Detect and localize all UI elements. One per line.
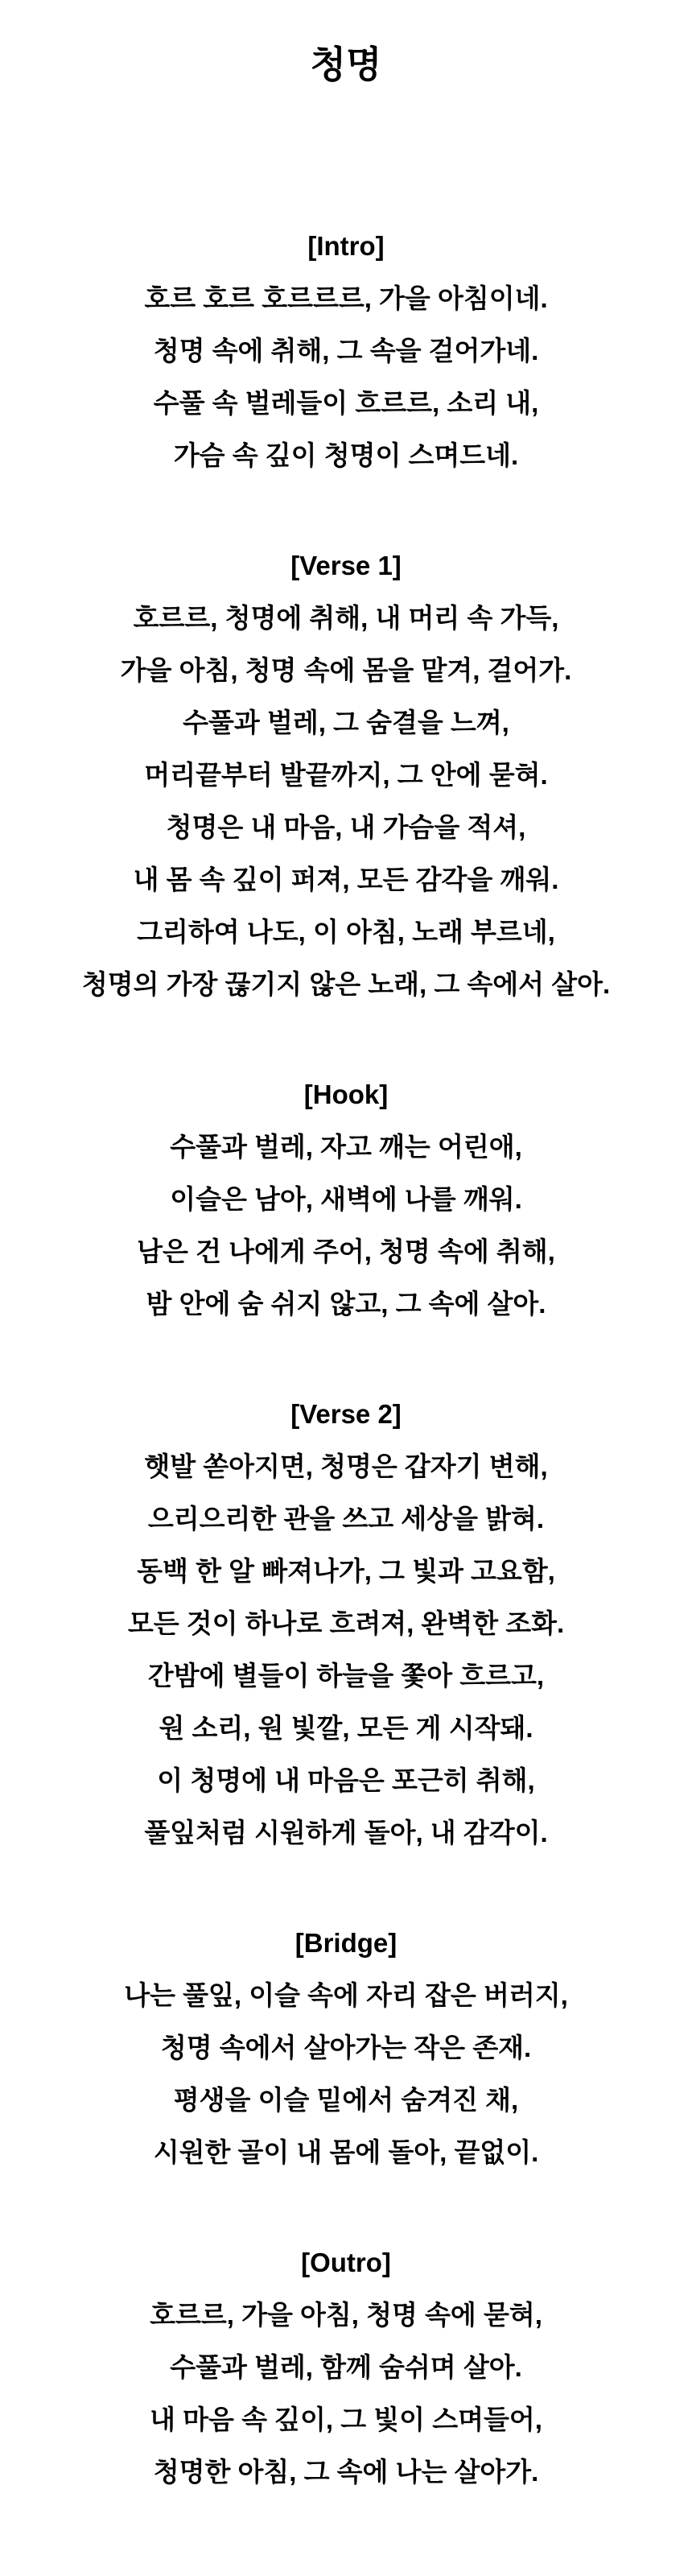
section-header: [Outro] bbox=[301, 2247, 391, 2277]
section-header: [Hook] bbox=[303, 1079, 389, 1109]
song-title: 청명 bbox=[310, 43, 382, 85]
lyric-line: 수풀과 벌레, 자고 깨는 어린애, bbox=[170, 1131, 522, 1162]
lyric-line: 간밤에 별들이 하늘을 쫓아 흐르고, bbox=[147, 1660, 545, 1690]
section-header: [Verse 1] bbox=[290, 550, 402, 580]
lyric-line: 이 청명에 내 마음은 포근히 취해, bbox=[157, 1765, 535, 1795]
lyric-line: 호르르, 청명에 취해, 내 머리 속 가득, bbox=[133, 602, 559, 633]
lyric-line: 그리하여 나도, 이 아침, 노래 부르네, bbox=[137, 916, 555, 947]
lyric-line: 수풀과 벌레, 그 숨결을 느껴, bbox=[183, 707, 509, 737]
lyric-line: 호르 호르 호르르르, 가을 아침이네. bbox=[144, 283, 548, 313]
lyric-line: 청명 속에 취해, 그 속을 걸어가네. bbox=[153, 335, 539, 365]
lyric-line: 모든 것이 하나로 흐려져, 완벽한 조화. bbox=[127, 1608, 565, 1638]
section-header: [Bridge] bbox=[295, 1927, 397, 1958]
lyric-line: 나는 풀잎, 이슬 속에 자리 잡은 버러지, bbox=[124, 1979, 568, 2010]
lyric-line: 내 몸 속 깊이 퍼져, 모든 감각을 깨워. bbox=[133, 864, 559, 894]
lyric-line: 머리끝부터 발끝까지, 그 안에 묻혀. bbox=[144, 759, 548, 790]
section-outro bbox=[0, 2236, 692, 2498]
section-verse-2 bbox=[0, 1388, 692, 1859]
section-intro bbox=[0, 220, 692, 481]
section-bridge bbox=[0, 1917, 692, 2178]
lyric-line: 내 마음 속 깊이, 그 빛이 스며들어, bbox=[150, 2404, 542, 2434]
section-header: [Verse 2] bbox=[290, 1398, 402, 1429]
lyric-line: 가을 아침, 청명 속에 몸을 맡겨, 걸어가. bbox=[120, 654, 572, 685]
lyric-line: 남은 건 나에게 주어, 청명 속에 취해, bbox=[137, 1236, 555, 1266]
lyric-line: 청명한 아침, 그 속에 나는 살아가. bbox=[153, 2456, 539, 2487]
lyric-line: 수풀과 벌레, 함께 숨쉬며 살아. bbox=[170, 2351, 522, 2382]
lyric-line: 수풀 속 벌레들이 흐르르, 소리 내, bbox=[153, 387, 539, 418]
section-header: [Intro] bbox=[307, 230, 385, 261]
lyric-line: 으리으리한 관을 쓰고 세상을 밝혀. bbox=[147, 1503, 545, 1534]
lyric-line: 풀잎처럼 시원하게 돌아, 내 감각이. bbox=[144, 1817, 548, 1847]
lyric-line: 밤 안에 숨 쉬지 않고, 그 속에 살아. bbox=[146, 1288, 546, 1319]
section-hook bbox=[0, 1068, 692, 1330]
lyric-line: 햇발 쏟아지면, 청명은 갑자기 변해, bbox=[144, 1451, 548, 1481]
lyric-line: 청명의 가장 끊기지 않은 노래, 그 속에서 살아. bbox=[81, 968, 611, 999]
lyric-line: 평생을 이슬 밑에서 숨겨진 채, bbox=[173, 2084, 519, 2115]
section-verse-1 bbox=[0, 539, 692, 1010]
lyric-line: 호르르, 가을 아침, 청명 속에 묻혀, bbox=[150, 2299, 542, 2330]
lyric-line: 가슴 속 깊이 청명이 스며드네. bbox=[173, 440, 519, 470]
lyric-line: 원 소리, 원 빛깔, 모든 게 시작돼. bbox=[159, 1712, 533, 1743]
lyric-line: 청명은 내 마음, 내 가슴을 적셔, bbox=[166, 811, 526, 842]
lyric-line: 동백 한 알 빠져나가, 그 빛과 고요함, bbox=[137, 1555, 555, 1586]
lyric-line: 청명 속에서 살아가는 작은 존재. bbox=[160, 2032, 532, 2062]
lyric-line: 이슬은 남아, 새벽에 나를 깨워. bbox=[170, 1183, 522, 1214]
lyric-line: 시원한 골이 내 몸에 돌아, 끝없이. bbox=[153, 2136, 539, 2167]
